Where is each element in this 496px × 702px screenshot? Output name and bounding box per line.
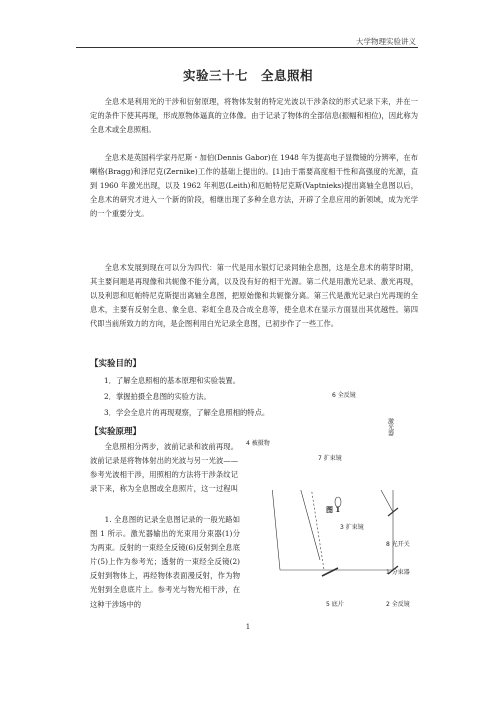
intro-paragraph-2: 全息术是英国科学家丹尼斯・加伯(Dennis Gabor)在 1948 年为提高电子显微镜的分辨率，在布喇格(Bragg)和泽尼克(Zernike)工作的基础上提出的。[1]由于需要高度相干性和高强度的光源，直到 1960 年激光出现，以及 1962 年利思(Leith)和厄帕特尼克斯(Vaptnieks)提出离轴全息图以后，全息术的研究才进入一个新的阶段，相继出现了多种全息方法，开辟了全息应用的新领域，成为光学的一个重要分支。	[90, 153, 418, 219]
label-plate-5: 5 底片	[326, 601, 344, 608]
section-heading-purpose: 【实验目的】	[90, 359, 142, 369]
intro-paragraph-1: 全息术是利用光的干涉和衍射原理，将物体发射的特定光波以干涉条纹的形式记录下来，并在一定的条件下使其再现，形成原物体逼真的立体像。由于记录了物体的全部信息(振幅和相位)，因此称为全息术或全息照相。	[90, 97, 418, 135]
label-mirror-6: 6 全反镜	[332, 392, 356, 399]
label-mirror-2: 2 全反镜	[386, 601, 410, 608]
label-expander-3: 3 扩束镜	[340, 524, 364, 531]
label-expander-7: 7 扩束镜	[318, 455, 342, 462]
running-header: 大学物理实验讲义	[356, 37, 416, 46]
intro-paragraph-3: 全息术发展到现在可以分为四代：第一代是用水银灯记录同轴全息图，这是全息术的萌芽时期，其主要问题是再现像和共轭像不能分离，以及没有好的相干光源。第二代是用激光记录、激光再现，以及利思和厄帕特尼克斯提出离轴全息图，把原始像和共轭像分离。第三代是激光记录白光再现的全息术，主要有反射全息、象全息、彩虹全息及合成全息等，使全息术在显示方面显出其优越性。第四代即当前所致力的方向，是企图利用白光记录全息图，已初步作了一些工作。	[90, 263, 418, 329]
purpose-item-3: 3．学会全息片的再现观察，了解全息照相的特点。	[104, 408, 270, 417]
page-title: 实验三十七 全息照相	[182, 68, 313, 83]
label-switch-8: 8 光开关	[386, 541, 410, 548]
principle-paragraph-2: 1. 全息图的记录全息图记录的一般光路如图 1 所示。激光器输出的光束用分束器(1)分为两束。反射的一束经全反镜(6)反射到全息底片(5)上作为参考光；透射的一束经全反镜(2)反射到物体上，再经物体表面漫反射，作为物光射到全息底片上。参考光与物光相干涉，在这种干涉场中的	[90, 515, 240, 609]
label-laser: 激光器	[386, 418, 394, 436]
purpose-item-1: 1．了解全息照相的基本原理和实验装置。	[104, 376, 240, 385]
label-splitter-1: 1 分束器	[386, 569, 410, 576]
label-object-4: 4 被摄物	[246, 440, 270, 447]
page-number: 1	[245, 623, 251, 631]
section-heading-principle: 【实验原理】	[90, 427, 142, 437]
figure-caption: 图 1	[326, 505, 341, 514]
principle-paragraph-1-text: 全息照相分两步，波前记录和波前再现。波前记录是将物体射出的光波与另一光波——参考光波相干涉，用照相的方法将干涉条纹记录下来，称为全息图或全息照片，这一过程叫	[90, 442, 238, 494]
purpose-item-2: 2．掌握拍摄全息图的实验方法。	[104, 392, 211, 401]
header-rule	[76, 47, 418, 48]
